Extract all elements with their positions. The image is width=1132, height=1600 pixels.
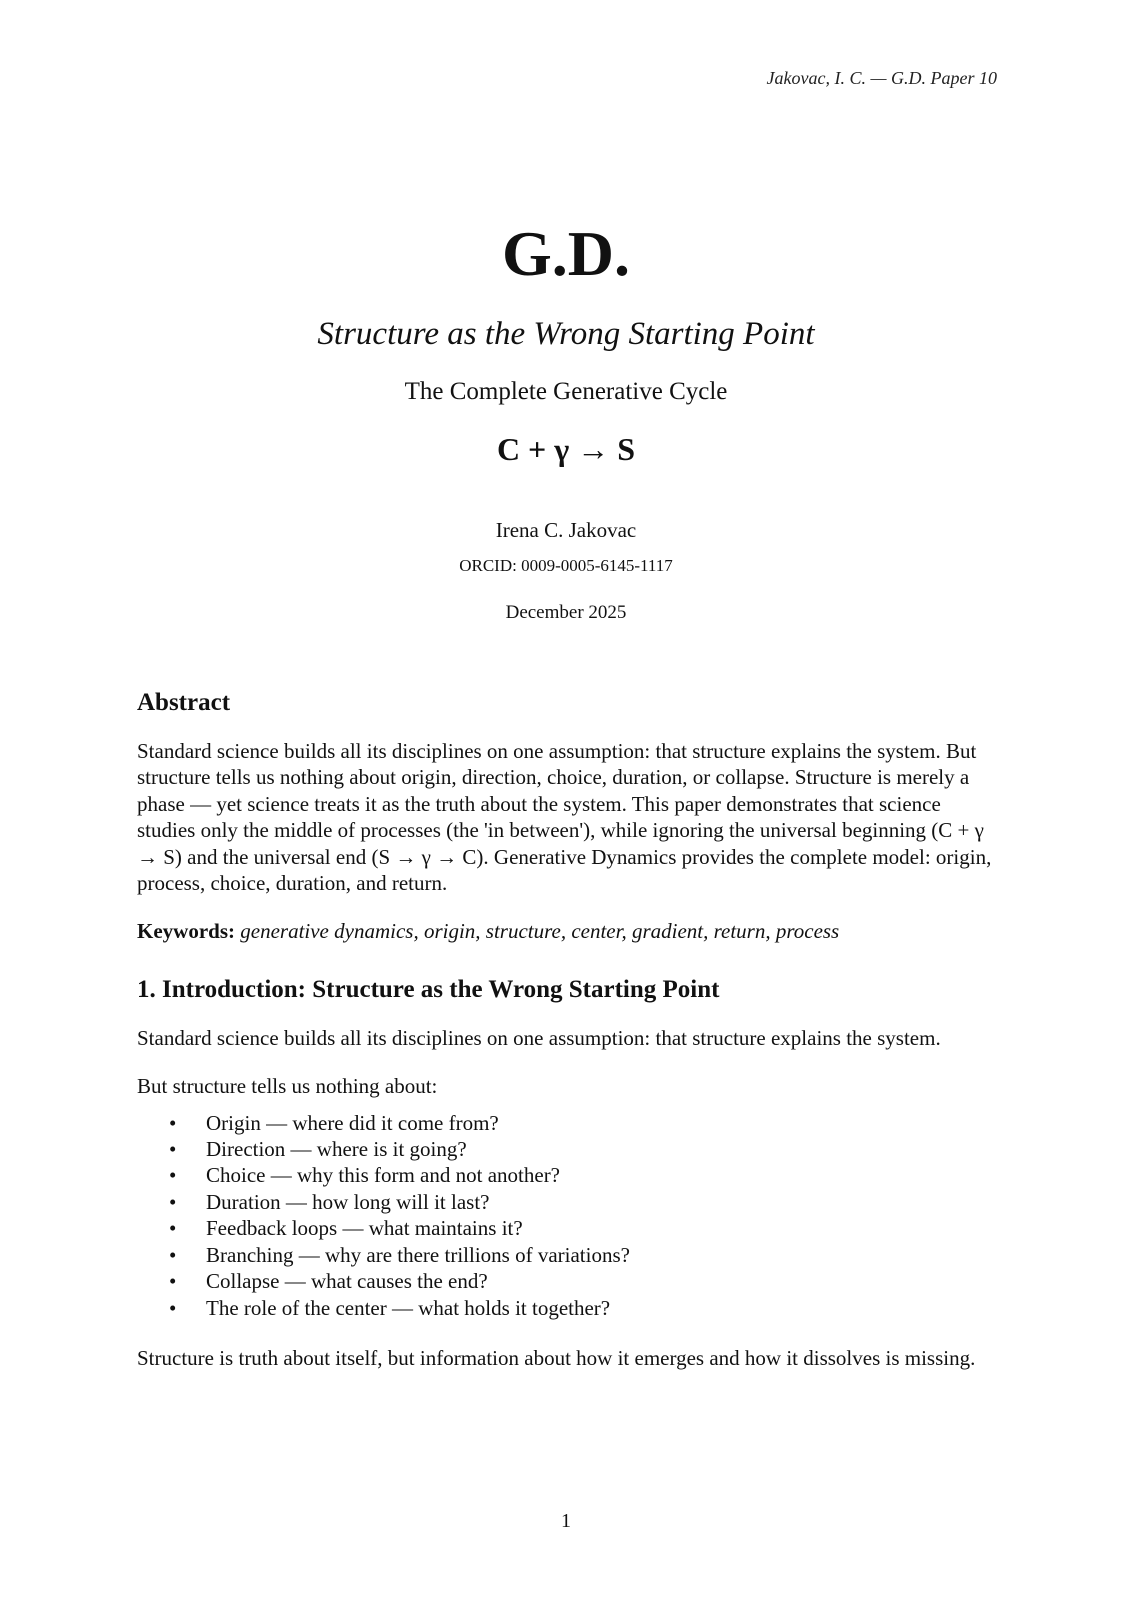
bullet-icon: • (169, 1189, 177, 1214)
list-item (169, 1242, 999, 1268)
list-item (169, 1162, 999, 1188)
list-item-text: The role of the center — what holds it together? (206, 1295, 611, 1320)
bullet-icon: • (169, 1216, 177, 1241)
list-item-text: Feedback loops — what maintains it? (206, 1216, 523, 1241)
author-name: Irena C. Jakovac (495, 518, 637, 542)
page-number: 1 (561, 1510, 571, 1532)
list-item-text: Direction — where is it going? (206, 1137, 467, 1162)
introduction-paragraph-3: Structure is truth about itself, but information about how it emerges and how it dissolves is missing. (137, 1345, 976, 1370)
list-item-text: Duration — how long will it last? (206, 1189, 490, 1214)
list-item (169, 1189, 999, 1215)
bullet-icon: • (169, 1242, 177, 1267)
list-item-text: Origin — where did it come from? (206, 1110, 499, 1135)
abstract-heading: Abstract (137, 689, 231, 716)
list-item-text: Branching — why are there trillions of variations? (206, 1242, 630, 1267)
list-item (169, 1215, 999, 1241)
introduction-heading: 1. Introduction: Structure as the Wrong Starting Point (137, 975, 720, 1003)
keywords-list: generative dynamics, origin, structure, center, gradient, return, process (240, 919, 840, 944)
unknowns-list (137, 1110, 999, 1321)
list-item-text: Collapse — what causes the end? (206, 1269, 488, 1294)
paper-tagline: The Complete Generative Cycle (404, 378, 728, 405)
paper-formula: C + γ → S (496, 431, 636, 467)
paper-main-title: G.D. (502, 218, 630, 289)
keywords-label: Keywords: (137, 919, 235, 944)
bullet-icon: • (169, 1163, 177, 1188)
author-orcid: ORCID: 0009-0005-6145-1117 (459, 556, 673, 575)
introduction-paragraph-2: But structure tells us nothing about: (137, 1074, 438, 1099)
list-item (169, 1295, 999, 1321)
list-item-text: Choice — why this form and not another? (206, 1163, 561, 1188)
keywords-line (137, 918, 999, 944)
bullet-icon: • (169, 1110, 177, 1135)
paper-body (137, 688, 999, 1393)
publication-date: December 2025 (505, 602, 627, 623)
list-item (169, 1110, 999, 1136)
running-header: Jakovac, I. C. — G.D. Paper 10 (766, 68, 997, 88)
bullet-icon: • (169, 1295, 177, 1320)
abstract-text: Standard science builds all its disciplines on one assumption: that structure explains the system. But structure tells us nothing about origin, direction, choice, duration, or collapse. Structure is merely a phase — yet science treats it as the truth about the system. This paper demonstrates that science studies only the middle of processes (the 'in between'), while ignoring the universal beginning (C + γ → S) and the universal end (S → γ → C). Generative Dynamics provides the complete model: origin, process, choice, duration, and return. (137, 739, 992, 896)
list-item (169, 1136, 999, 1162)
introduction-paragraph-1: Standard science builds all its disciplines on one assumption: that structure explains the system. (137, 1025, 941, 1050)
bullet-icon: • (169, 1137, 177, 1162)
bullet-icon: • (169, 1269, 177, 1294)
list-item (169, 1268, 999, 1294)
paper-subtitle: Structure as the Wrong Starting Point (317, 316, 815, 352)
